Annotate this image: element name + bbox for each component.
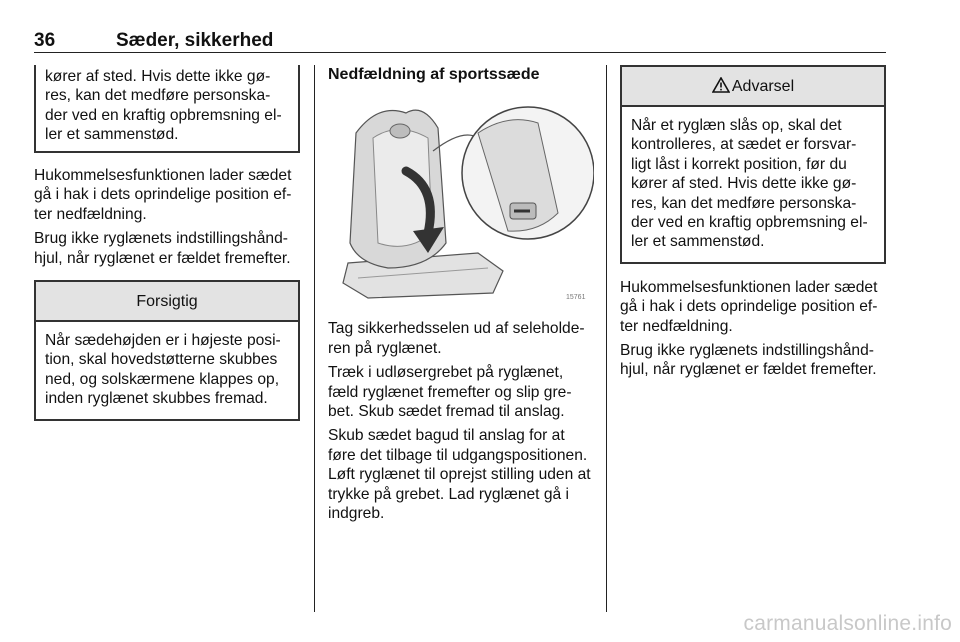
seat-fold-illustration [328, 93, 594, 307]
column-divider [606, 65, 607, 612]
warning-text-line: ler et sammenstød. [45, 126, 179, 144]
warning-header [622, 67, 884, 107]
body-paragraph: Tag sikkerhedsselen ud af seleholde- ren på ryglænet. [328, 320, 585, 357]
middle-column [328, 65, 594, 528]
warning-text-line: kører af sted. Hvis dette ikke gø- [45, 68, 271, 85]
warning-text-line: der ved en kraftig opbremsning el- [45, 106, 282, 124]
section-heading: Nedfældning af sportssæde [328, 66, 540, 83]
header-rule [34, 52, 886, 53]
illustration-code: 15761 [566, 294, 586, 302]
column-divider [314, 65, 315, 612]
page-number: 36 [34, 30, 56, 51]
body-paragraph: Skub sædet bagud til anslag for at føre det tilbage til udgangspositionen. Løft ryglænet til oprejst stilling uden at trykke på grebet. Lad ryglænet gå i indgreb. [328, 427, 591, 523]
left-column [34, 65, 300, 421]
right-column [620, 65, 886, 385]
body-paragraph: Hukommelsesfunktionen lader sædet gå i hak i dets oprindelige position ef- ter nedfældning. [34, 167, 292, 223]
body-paragraph: Brug ikke ryglænets indstillingshånd- hjul, når ryglænet er fældet fremefter. [620, 342, 877, 379]
caution-title: Forsigtig [36, 282, 298, 322]
warning-text-line: res, kan det medføre personska- [45, 87, 271, 105]
warning-triangle-icon [712, 69, 730, 85]
watermark: carmanualsonline.info [743, 612, 952, 635]
page-header [34, 30, 886, 52]
body-paragraph: Brug ikke ryglænets indstillingshånd- hjul, når ryglænet er fældet fremefter. [34, 230, 291, 267]
body-paragraph: Hukommelsesfunktionen lader sædet gå i hak i dets oprindelige position ef- ter nedfældning. [620, 278, 878, 335]
chapter-title: Sæder, sikkerhed [116, 30, 274, 51]
warning-box [620, 65, 886, 264]
caution-body: Når sædehøjden er i højeste posi- tion, skal hovedstøtterne skubbes ned, og solskærmene klappes op, inden ryglænet skubbes fremad. [45, 332, 281, 408]
caution-box [34, 280, 300, 421]
body-paragraph: Træk i udløsergrebet på ryglænet, fæld ryglænet fremefter og slip gre- bet. Skub sædet fremad til anslag. [328, 364, 572, 421]
warning-title: Advarsel [731, 78, 795, 95]
warning-body: Når et ryglæn slås op, skal det kontrolleres, at sædet er forsvar- ligt låst i korrekt position, før du kører af sted. Hvis dette ikke gø- res, kan det medføre personska- der ved en kraftig opbremsning el- ler et sammenstød. [631, 117, 868, 251]
continued-warning-box [34, 65, 300, 153]
